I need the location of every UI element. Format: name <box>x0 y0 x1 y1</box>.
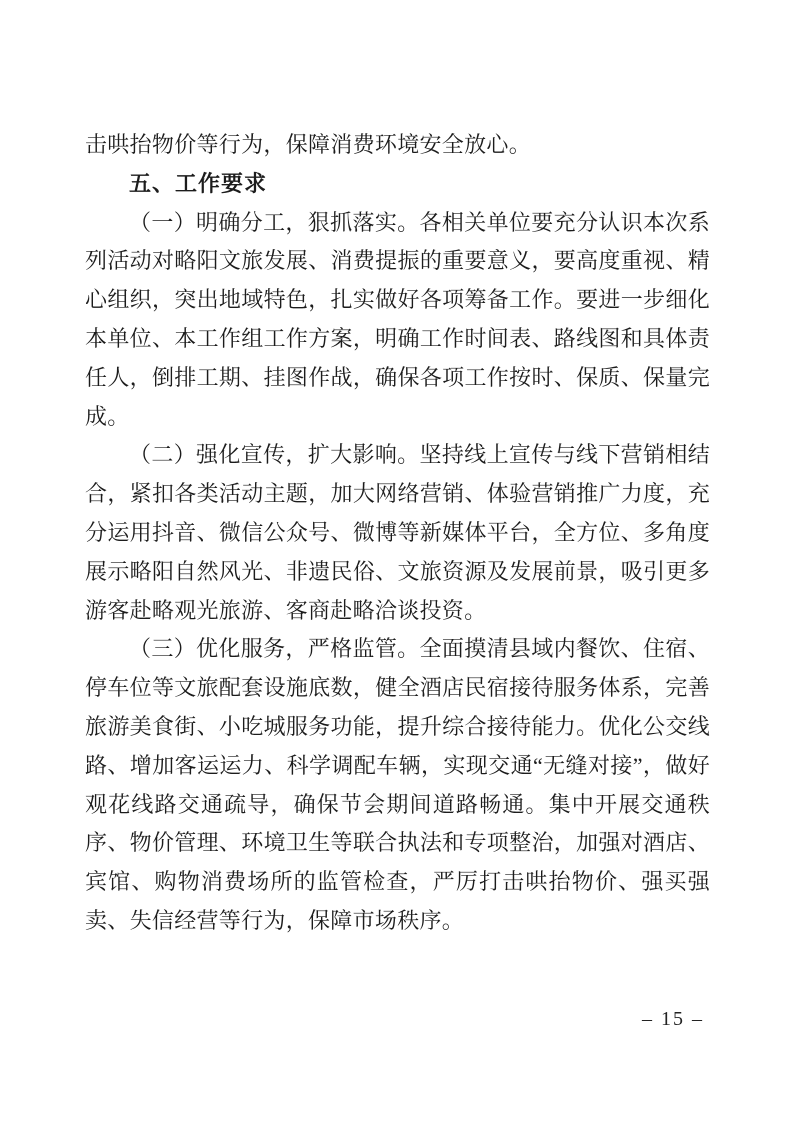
document-body <box>85 126 710 941</box>
paragraph-body: 坚持线上宣传与线下营销相结合，紧扣各类活动主题，加大网络营销、体验营销推广力度，充分运用抖音、微信公众号、微博等新媒体平台，全方位、多角度展示略阳自然风光、非遗民俗、文旅资源及发展前景，吸引更多游客赴略观光旅游、客商赴略洽谈投资。 <box>85 442 711 623</box>
section-heading: 五、工作要求 <box>129 170 268 196</box>
paragraph <box>85 630 710 940</box>
page-number: – 15 – <box>642 1008 704 1030</box>
paragraph-body: 全面摸清县域内餐饮、住宿、停车位等文旅配套设施底数，健全酒店民宿接待服务体系，完善旅游美食街、小吃城服务功能，提升综合接待能力。优化公交线路、增加客运运力、科学调配车辆，实现交通“无缝对接”，做好观花线路交通疏导，确保节会期间道路畅通。集中开展交通秩序、物价管理、环境卫生等联合执法和专项整治，加强对酒店、宾馆、购物消费场所的监管检查，严厉打击哄抬物价、强买强卖、失信经营等行为，保障市场秩序。 <box>85 636 711 933</box>
paragraph-lead: （三）优化服务，严格监管。 <box>129 636 420 662</box>
continuation-paragraph: 击哄抬物价等行为，保障消费环境安全放心。 <box>85 132 532 157</box>
paragraph <box>85 436 710 630</box>
paragraph-lead: （二）强化宣传，扩大影响。 <box>129 442 420 468</box>
paragraph-body: 各相关单位要充分认识本次系列活动对略阳文旅发展、消费提振的重要意义，要高度重视、精心组织，突出地域特色，扎实做好各项筹备工作。要进一步细化本单位、本工作组工作方案，明确工作时间表、路线图和具体责任人，倒排工期、挂图作战，确保各项工作按时、保质、保量完成。 <box>85 209 711 429</box>
paragraph <box>85 204 710 437</box>
paragraph-lead: （一）明确分工，狠抓落实。 <box>129 209 420 235</box>
